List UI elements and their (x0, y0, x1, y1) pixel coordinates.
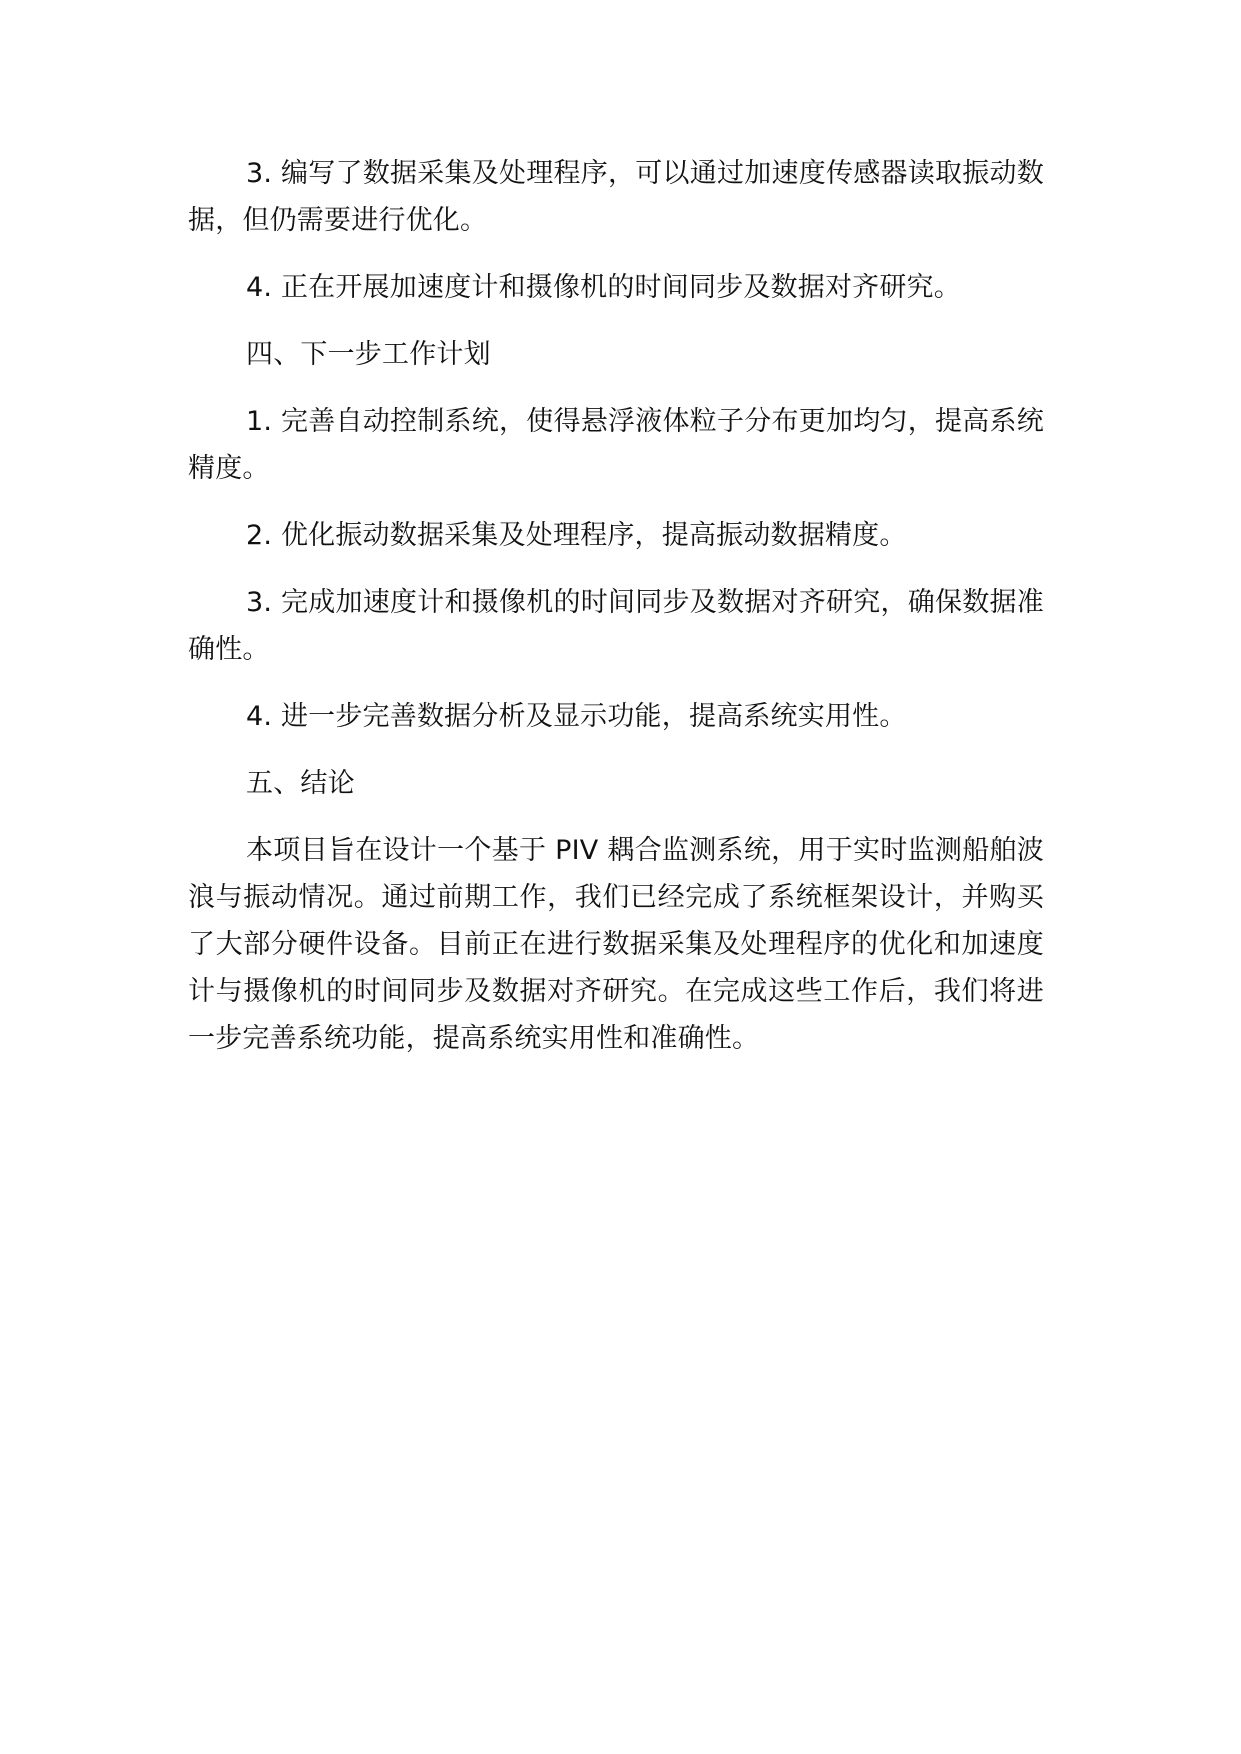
list-item-time-sync: 4. 正在开展加速度计和摄像机的时间同步及数据对齐研究。 (246, 272, 961, 303)
document-page (188, 150, 1044, 1082)
list-item-plan-1: 1. 完善自动控制系统，使得悬浮液体粒子分布更加均匀，提高系统精度。 (188, 406, 1044, 484)
list-item-plan-4: 4. 进一步完善数据分析及显示功能，提高系统实用性。 (246, 701, 907, 732)
conclusion-paragraph: 本项目旨在设计一个基于 PIV 耦合监测系统，用于实时监测船舶波浪与振动情况。通过前期工作，我们已经完成了系统框架设计，并购买了大部分硬件设备。目前正在进行数据采集及处理程序的优化和加速度计与摄像机的时间同步及数据对齐研究。在完成这些工作后，我们将进一步完善系统功能，提高系统实用性和准确性。 (188, 835, 1044, 1054)
section-heading-next-plan: 四、下一步工作计划 (246, 339, 491, 370)
list-item-plan-2: 2. 优化振动数据采集及处理程序，提高振动数据精度。 (246, 520, 907, 551)
list-item-data-program: 3. 编写了数据采集及处理程序，可以通过加速度传感器读取振动数据，但仍需要进行优化。 (188, 158, 1044, 236)
section-heading-conclusion: 五、结论 (246, 768, 355, 799)
list-item-plan-3: 3. 完成加速度计和摄像机的时间同步及数据对齐研究，确保数据准确性。 (188, 587, 1044, 665)
